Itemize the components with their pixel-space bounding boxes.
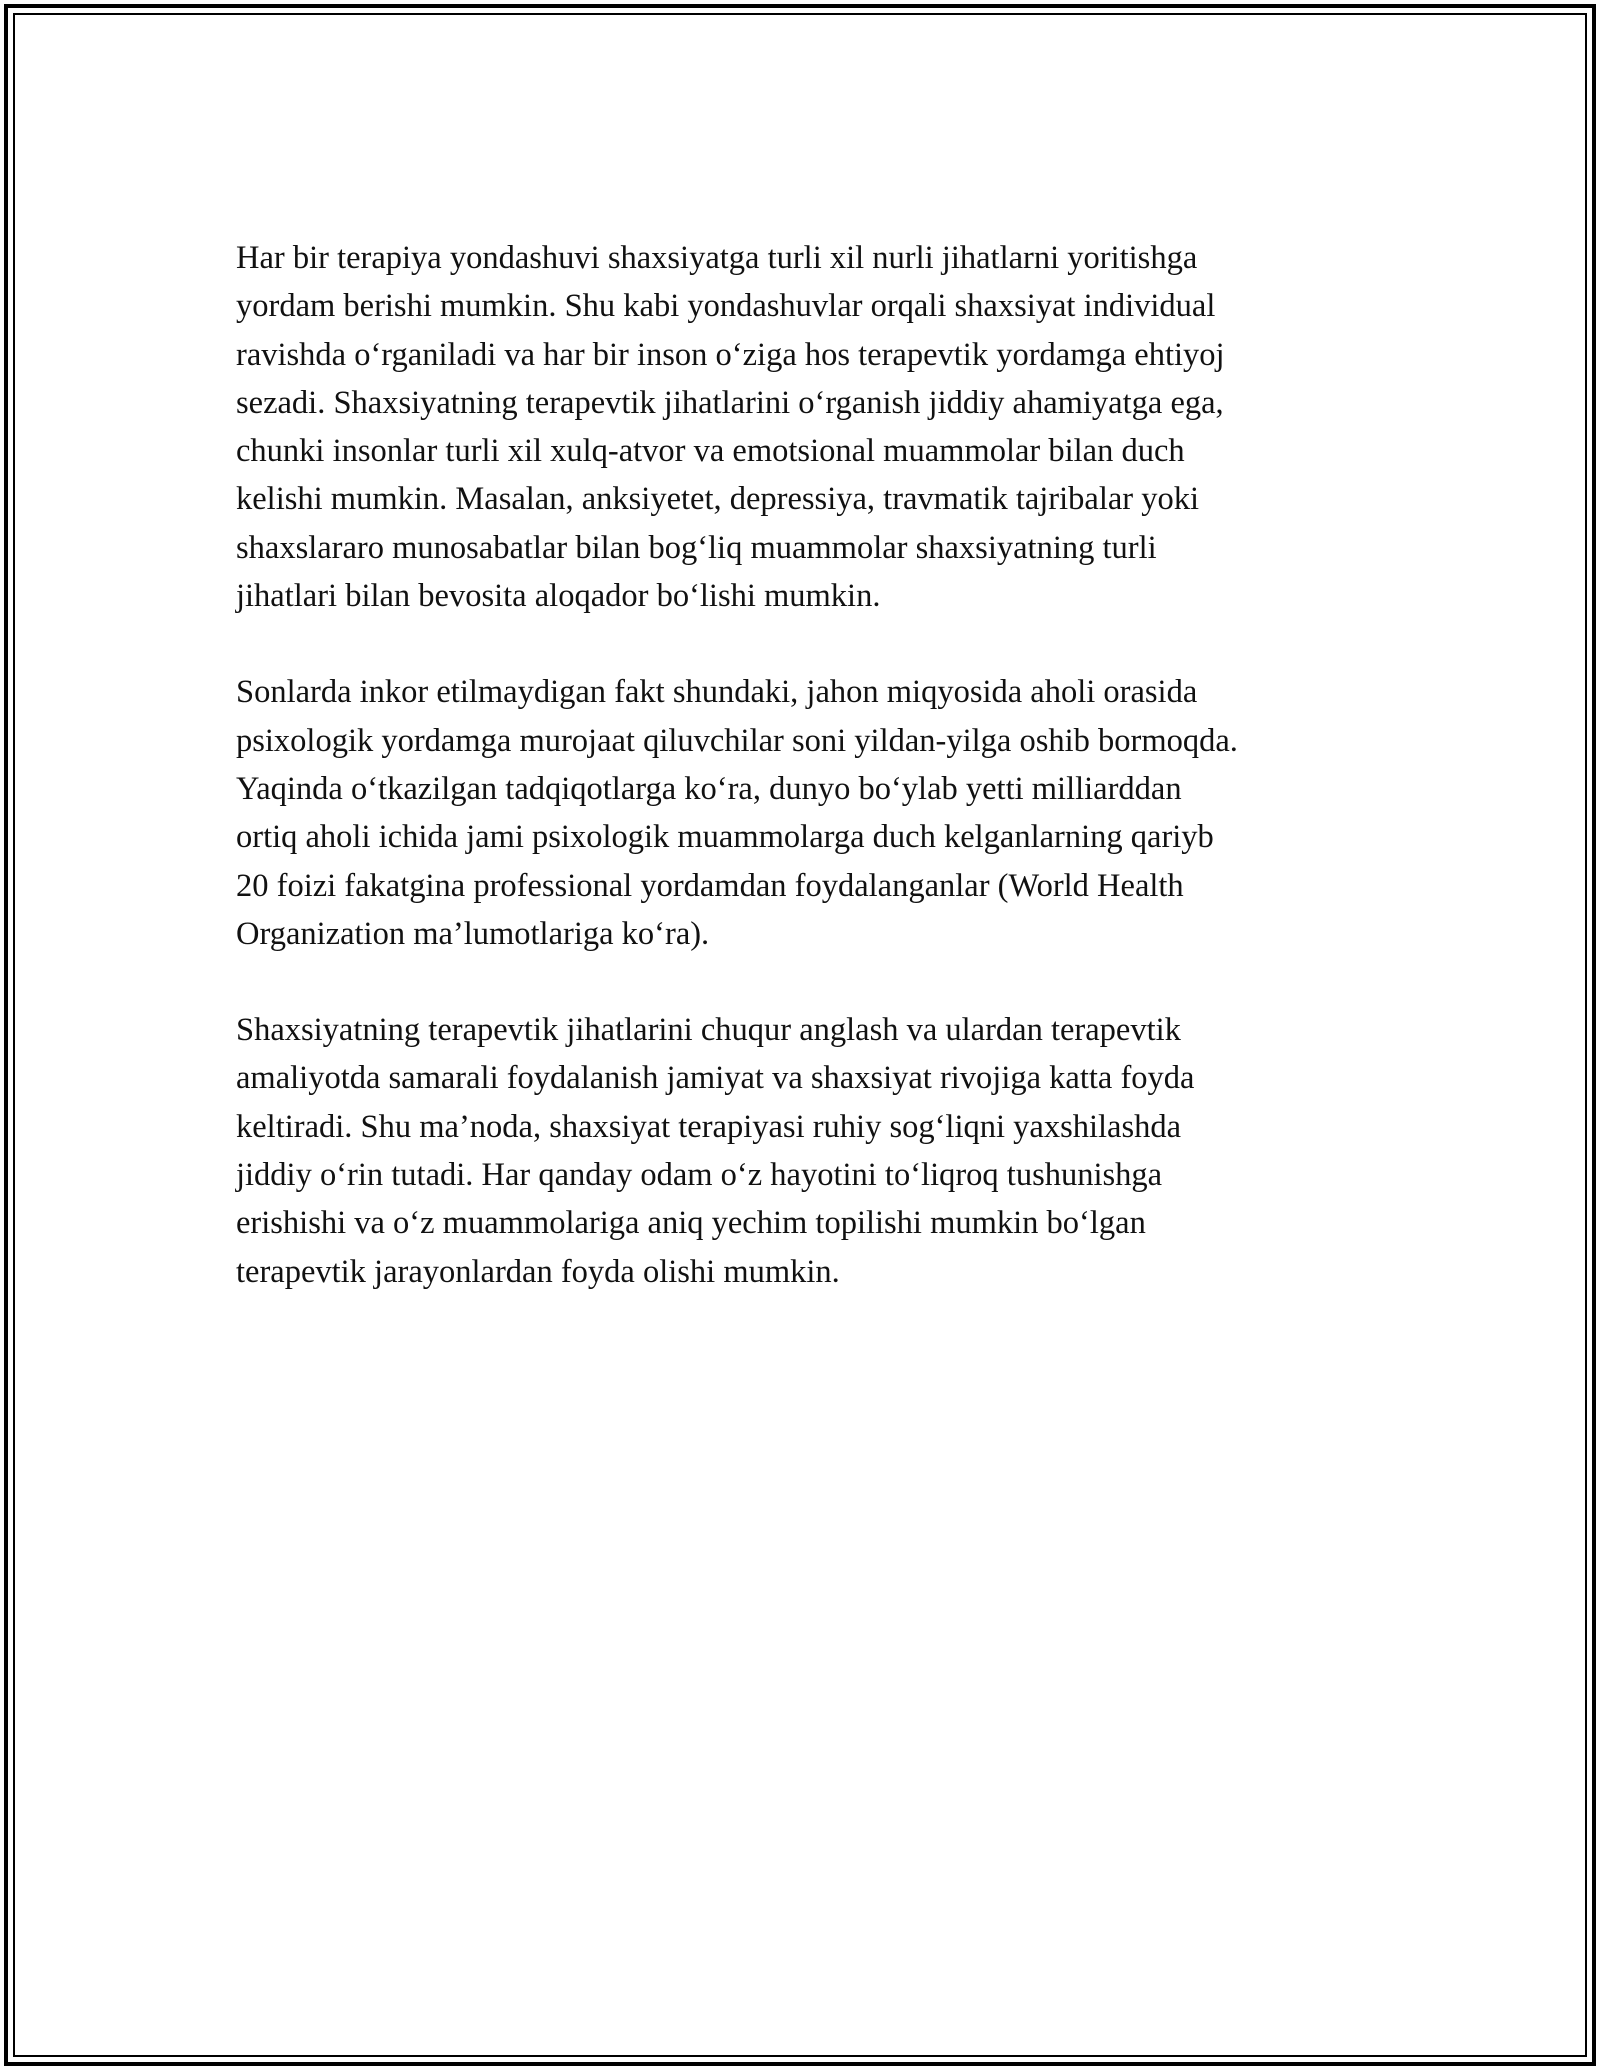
text-line: erishishi va o‘z muammolariga aniq yechim topilishi mumkin bo‘lgan [236,1205,1146,1242]
text-line: terapevtik jarayonlardan foyda olishi mumkin. [236,1253,840,1290]
text-line: psixologik yordamga murojaat qiluvchilar soni yildan-yilga oshib bormoqda. [236,722,1238,759]
text-line: chunki insonlar turli xil xulq-atvor va emotsional muammolar bilan duch [236,433,1185,470]
text-line: 20 foizi fakatgina professional yordamdan foydalanganlar (World Health [236,867,1184,904]
text-line: shaxslararo munosabatlar bilan bog‘liq muammolar shaxsiyatning turli [236,529,1157,566]
paragraph-1 [236,234,1376,620]
text-line: keltiradi. Shu ma’noda, shaxsiyat terapiyasi ruhiy sog‘liqni yaxshilashda [236,1108,1182,1145]
text-line: jiddiy o‘rin tutadi. Har qanday odam o‘z hayotini to‘liqroq tushunishga [236,1157,1163,1194]
paragraph-2 [236,668,1376,958]
text-line: ortiq aholi ichida jami psixologik muammolarga duch kelganlarning qariyb [236,819,1214,856]
text-line: Yaqinda o‘tkazilgan tadqiqotlarga ko‘ra, dunyo bo‘ylab yetti milliarddan [236,770,1182,807]
text-line: ravishda o‘rganiladi va har bir inson o‘ziga hos terapevtik yordamga ehtiyoj [236,336,1225,373]
document-body [236,234,1376,1344]
text-line: kelishi mumkin. Masalan, anksiyetet, depressiya, travmatik tajribalar yoki [236,481,1200,518]
text-line: Organization ma’lumotlariga ko‘ra). [236,915,710,952]
text-line: jihatlari bilan bevosita aloqador bo‘lishi mumkin. [236,578,881,615]
text-line: Shaxsiyatning terapevtik jihatlarini chuqur anglash va ulardan terapevtik [236,1012,1181,1049]
text-line: Sonlarda inkor etilmaydigan fakt shundaki, jahon miqyosida aholi orasida [236,674,1198,711]
paragraph-3 [236,1006,1376,1296]
text-line: Har bir terapiya yondashuvi shaxsiyatga turli xil nurli jihatlarni yoritishga [236,240,1198,276]
text-line: sezadi. Shaxsiyatning terapevtik jihatlarini o‘rganish jiddiy ahamiyatga ega, [236,384,1224,421]
text-line: amaliyotda samarali foydalanish jamiyat va shaxsiyat rivojiga katta foyda [236,1060,1195,1097]
text-line: yordam berishi mumkin. Shu kabi yondashuvlar orqali shaxsiyat individual [236,288,1216,325]
